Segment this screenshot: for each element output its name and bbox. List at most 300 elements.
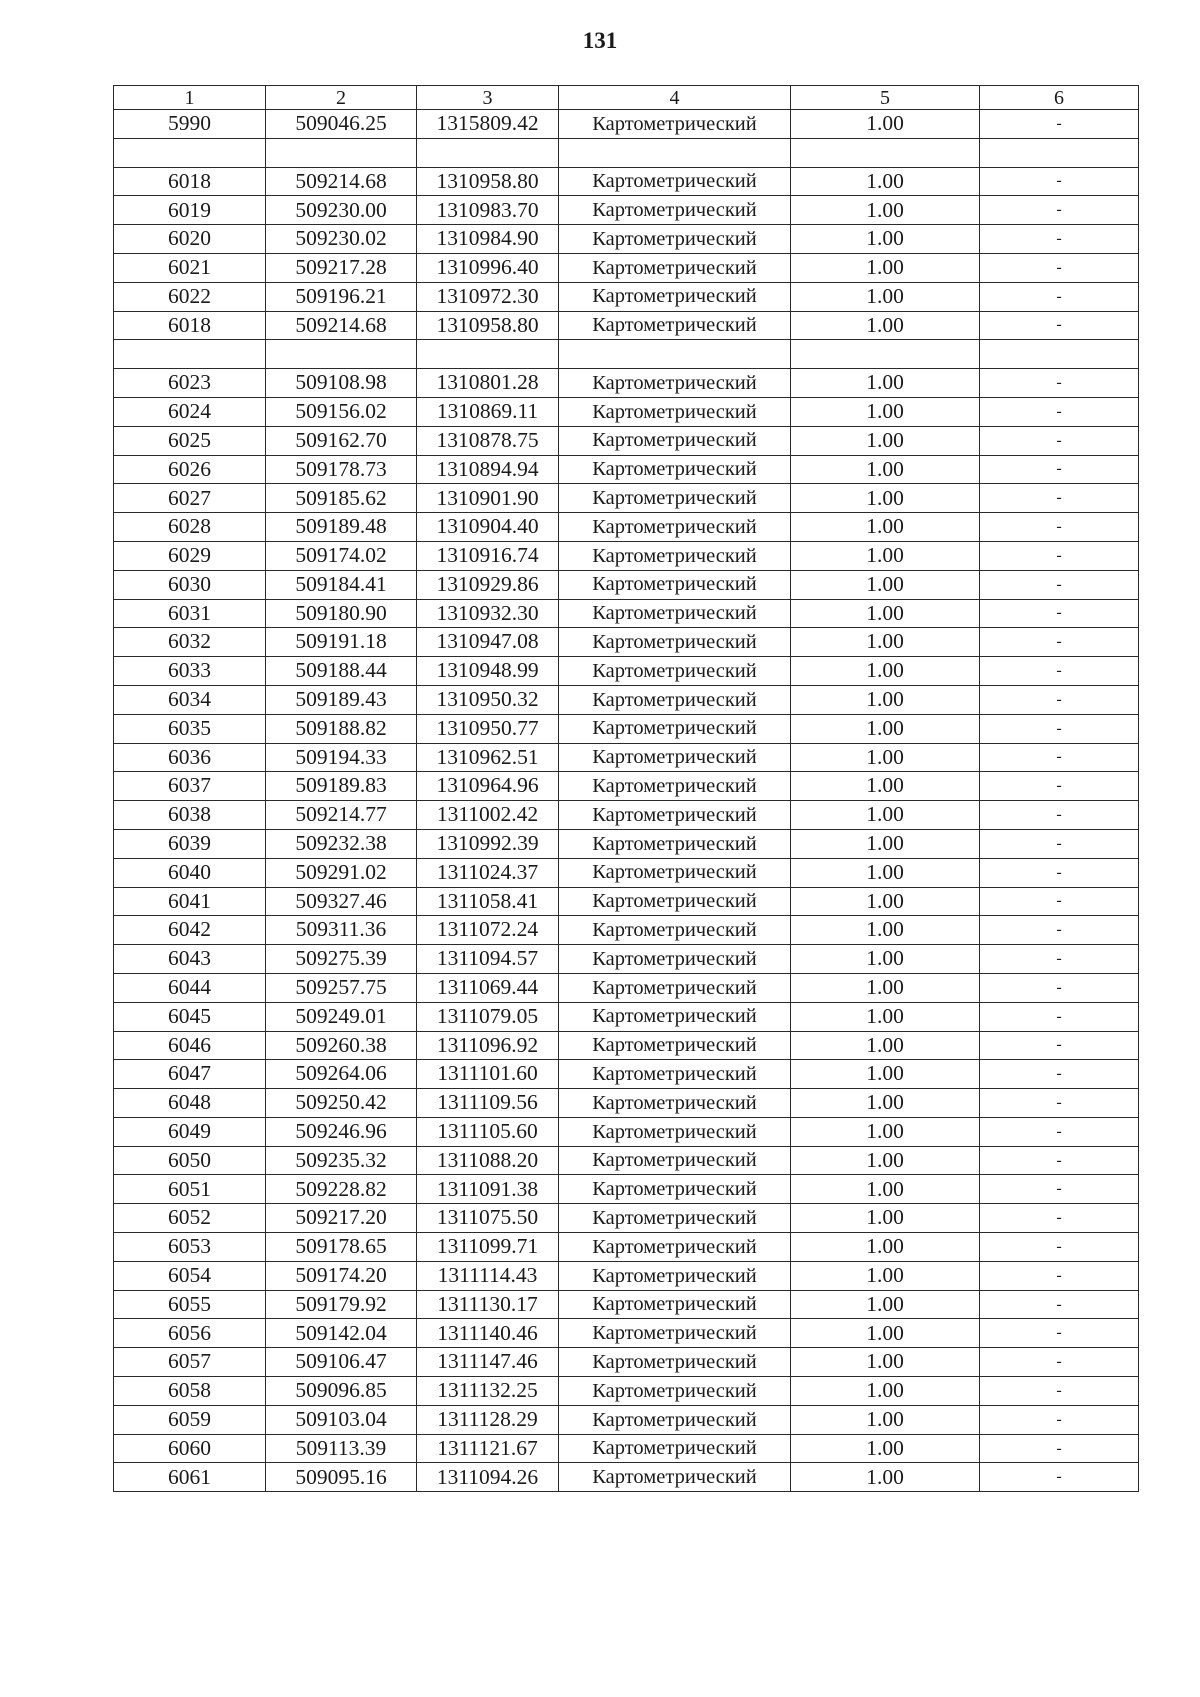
x-coordinate-cell: 509113.39 [266, 1434, 417, 1463]
note-cell: - [980, 685, 1139, 714]
point-number-cell: 6021 [114, 253, 266, 282]
method-cell: Картометрический [559, 628, 791, 657]
method-cell: Картометрический [559, 714, 791, 743]
point-number-cell: 6057 [114, 1348, 266, 1377]
y-coordinate-cell: 1310964.96 [417, 772, 559, 801]
point-number-cell: 6052 [114, 1204, 266, 1233]
point-number-cell: 6059 [114, 1405, 266, 1434]
point-number-cell: 6040 [114, 858, 266, 887]
note-cell: - [980, 801, 1139, 830]
note-cell: - [980, 714, 1139, 743]
accuracy-cell: 1.00 [791, 801, 980, 830]
y-coordinate-cell: 1310901.90 [417, 484, 559, 513]
y-coordinate-cell: 1311132.25 [417, 1377, 559, 1406]
method-cell: Картометрический [559, 196, 791, 225]
table-row [114, 829, 1139, 858]
point-number-cell [114, 138, 266, 167]
x-coordinate-cell: 509191.18 [266, 628, 417, 657]
x-coordinate-cell: 509108.98 [266, 369, 417, 398]
table-row [114, 311, 1139, 340]
point-number-cell: 6019 [114, 196, 266, 225]
accuracy-cell: 1.00 [791, 1175, 980, 1204]
note-cell: - [980, 858, 1139, 887]
accuracy-cell: 1.00 [791, 1463, 980, 1492]
accuracy-cell: 1.00 [791, 887, 980, 916]
y-coordinate-cell: 1310996.40 [417, 253, 559, 282]
y-coordinate-cell: 1311091.38 [417, 1175, 559, 1204]
accuracy-cell: 1.00 [791, 1204, 980, 1233]
method-cell: Картометрический [559, 685, 791, 714]
accuracy-cell: 1.00 [791, 1319, 980, 1348]
page-number: 131 [582, 28, 618, 53]
x-coordinate-cell: 509180.90 [266, 599, 417, 628]
x-coordinate-cell: 509179.92 [266, 1290, 417, 1319]
accuracy-cell: 1.00 [791, 1348, 980, 1377]
note-cell: - [980, 1175, 1139, 1204]
note-cell: - [980, 945, 1139, 974]
table-row [114, 1405, 1139, 1434]
note-cell: - [980, 196, 1139, 225]
note-cell: - [980, 657, 1139, 686]
y-coordinate-cell: 1311094.26 [417, 1463, 559, 1492]
method-cell: Картометрический [559, 1117, 791, 1146]
x-coordinate-cell: 509311.36 [266, 916, 417, 945]
note-cell: - [980, 772, 1139, 801]
accuracy-cell: 1.00 [791, 599, 980, 628]
y-coordinate-cell: 1310992.39 [417, 829, 559, 858]
note-cell: - [980, 311, 1139, 340]
method-cell: Картометрический [559, 1348, 791, 1377]
point-number-cell: 6048 [114, 1089, 266, 1118]
point-number-cell: 6036 [114, 743, 266, 772]
x-coordinate-cell: 509264.06 [266, 1060, 417, 1089]
accuracy-cell: 1.00 [791, 945, 980, 974]
note-cell: - [980, 1290, 1139, 1319]
note-cell: - [980, 1031, 1139, 1060]
y-coordinate-cell: 1311024.37 [417, 858, 559, 887]
accuracy-cell: 1.00 [791, 829, 980, 858]
x-coordinate-cell: 509189.83 [266, 772, 417, 801]
point-number-cell: 6050 [114, 1146, 266, 1175]
table-row [114, 916, 1139, 945]
method-cell: Картометрический [559, 657, 791, 686]
accuracy-cell: 1.00 [791, 1405, 980, 1434]
column-header: 3 [417, 86, 559, 110]
method-cell: Картометрический [559, 426, 791, 455]
x-coordinate-cell: 509046.25 [266, 110, 417, 139]
method-cell: Картометрический [559, 1405, 791, 1434]
y-coordinate-cell: 1310948.99 [417, 657, 559, 686]
x-coordinate-cell: 509217.28 [266, 253, 417, 282]
point-number-cell: 6035 [114, 714, 266, 743]
table-row [114, 1060, 1139, 1089]
method-cell: Картометрический [559, 1089, 791, 1118]
point-number-cell: 6026 [114, 455, 266, 484]
table-body [114, 110, 1139, 1492]
accuracy-cell: 1.00 [791, 1261, 980, 1290]
point-number-cell: 6031 [114, 599, 266, 628]
accuracy-cell: 1.00 [791, 858, 980, 887]
note-cell: - [980, 1204, 1139, 1233]
x-coordinate-cell: 509106.47 [266, 1348, 417, 1377]
table-header [114, 86, 1139, 110]
x-coordinate-cell: 509096.85 [266, 1377, 417, 1406]
table-row [114, 1463, 1139, 1492]
accuracy-cell: 1.00 [791, 225, 980, 254]
y-coordinate-cell: 1311002.42 [417, 801, 559, 830]
x-coordinate-cell [266, 138, 417, 167]
table-row [114, 1089, 1139, 1118]
method-cell: Картометрический [559, 311, 791, 340]
method-cell: Картометрический [559, 599, 791, 628]
method-cell: Картометрический [559, 1002, 791, 1031]
method-cell: Картометрический [559, 484, 791, 513]
note-cell: - [980, 628, 1139, 657]
column-header: 4 [559, 86, 791, 110]
point-number-cell: 6027 [114, 484, 266, 513]
note-cell: - [980, 1348, 1139, 1377]
point-number-cell: 6043 [114, 945, 266, 974]
point-number-cell: 6037 [114, 772, 266, 801]
point-number-cell: 6061 [114, 1463, 266, 1492]
x-coordinate-cell: 509230.02 [266, 225, 417, 254]
note-cell: - [980, 887, 1139, 916]
table-row [114, 369, 1139, 398]
accuracy-cell: 1.00 [791, 397, 980, 426]
y-coordinate-cell: 1311079.05 [417, 1002, 559, 1031]
point-number-cell: 6022 [114, 282, 266, 311]
point-number-cell: 6025 [114, 426, 266, 455]
accuracy-cell [791, 138, 980, 167]
y-coordinate-cell [417, 340, 559, 369]
method-cell: Картометрический [559, 1204, 791, 1233]
method-cell: Картометрический [559, 1233, 791, 1262]
point-number-cell: 6049 [114, 1117, 266, 1146]
x-coordinate-cell: 509095.16 [266, 1463, 417, 1492]
accuracy-cell: 1.00 [791, 110, 980, 139]
accuracy-cell: 1.00 [791, 570, 980, 599]
method-cell: Картометрический [559, 829, 791, 858]
note-cell: - [980, 1233, 1139, 1262]
note-cell: - [980, 110, 1139, 139]
method-cell: Картометрический [559, 167, 791, 196]
y-coordinate-cell: 1311109.56 [417, 1089, 559, 1118]
method-cell: Картометрический [559, 1319, 791, 1348]
y-coordinate-cell: 1310894.94 [417, 455, 559, 484]
accuracy-cell: 1.00 [791, 1434, 980, 1463]
accuracy-cell: 1.00 [791, 1377, 980, 1406]
method-cell: Картометрический [559, 1031, 791, 1060]
point-number-cell: 6024 [114, 397, 266, 426]
accuracy-cell: 1.00 [791, 167, 980, 196]
note-cell: - [980, 484, 1139, 513]
table-row [114, 110, 1139, 139]
x-coordinate-cell: 509178.65 [266, 1233, 417, 1262]
accuracy-cell: 1.00 [791, 1031, 980, 1060]
x-coordinate-cell: 509275.39 [266, 945, 417, 974]
accuracy-cell: 1.00 [791, 455, 980, 484]
note-cell: - [980, 1405, 1139, 1434]
y-coordinate-cell: 1310801.28 [417, 369, 559, 398]
point-number-cell: 6047 [114, 1060, 266, 1089]
table-row [114, 1031, 1139, 1060]
table-row [114, 1204, 1139, 1233]
accuracy-cell: 1.00 [791, 1290, 980, 1319]
accuracy-cell: 1.00 [791, 253, 980, 282]
point-number-cell: 6023 [114, 369, 266, 398]
x-coordinate-cell: 509228.82 [266, 1175, 417, 1204]
table-row [114, 225, 1139, 254]
header-row [114, 86, 1139, 110]
point-number-cell: 6053 [114, 1233, 266, 1262]
note-cell: - [980, 1434, 1139, 1463]
note-cell: - [980, 743, 1139, 772]
y-coordinate-cell: 1310947.08 [417, 628, 559, 657]
table-row [114, 513, 1139, 542]
y-coordinate-cell: 1310958.80 [417, 311, 559, 340]
x-coordinate-cell: 509291.02 [266, 858, 417, 887]
table-row [114, 1348, 1139, 1377]
table-row [114, 772, 1139, 801]
y-coordinate-cell: 1310950.77 [417, 714, 559, 743]
y-coordinate-cell: 1311121.67 [417, 1434, 559, 1463]
x-coordinate-cell: 509188.44 [266, 657, 417, 686]
table-row [114, 426, 1139, 455]
accuracy-cell: 1.00 [791, 743, 980, 772]
y-coordinate-cell: 1311130.17 [417, 1290, 559, 1319]
point-number-cell: 6054 [114, 1261, 266, 1290]
accuracy-cell: 1.00 [791, 1117, 980, 1146]
x-coordinate-cell: 509246.96 [266, 1117, 417, 1146]
x-coordinate-cell: 509162.70 [266, 426, 417, 455]
table-row [114, 685, 1139, 714]
table-row [114, 397, 1139, 426]
x-coordinate-cell: 509327.46 [266, 887, 417, 916]
method-cell: Картометрический [559, 743, 791, 772]
table-row [114, 714, 1139, 743]
x-coordinate-cell: 509189.43 [266, 685, 417, 714]
table-row [114, 1261, 1139, 1290]
table-row [114, 196, 1139, 225]
note-cell: - [980, 426, 1139, 455]
y-coordinate-cell [417, 138, 559, 167]
point-number-cell: 6028 [114, 513, 266, 542]
note-cell: - [980, 513, 1139, 542]
x-coordinate-cell: 509184.41 [266, 570, 417, 599]
method-cell: Картометрический [559, 1175, 791, 1204]
method-cell: Картометрический [559, 1290, 791, 1319]
x-coordinate-cell: 509230.00 [266, 196, 417, 225]
table-row [114, 253, 1139, 282]
accuracy-cell: 1.00 [791, 1089, 980, 1118]
method-cell: Картометрический [559, 513, 791, 542]
point-number-cell: 6038 [114, 801, 266, 830]
point-number-cell: 6020 [114, 225, 266, 254]
point-number-cell: 6018 [114, 167, 266, 196]
method-cell: Картометрический [559, 455, 791, 484]
table-row [114, 1377, 1139, 1406]
x-coordinate-cell: 509156.02 [266, 397, 417, 426]
point-number-cell: 6051 [114, 1175, 266, 1204]
note-cell: - [980, 1463, 1139, 1492]
table-row [114, 138, 1139, 167]
table-row [114, 167, 1139, 196]
y-coordinate-cell: 1310984.90 [417, 225, 559, 254]
method-cell: Картометрический [559, 570, 791, 599]
method-cell: Картометрический [559, 282, 791, 311]
table-row [114, 1319, 1139, 1348]
x-coordinate-cell: 509178.73 [266, 455, 417, 484]
y-coordinate-cell: 1311058.41 [417, 887, 559, 916]
y-coordinate-cell: 1310962.51 [417, 743, 559, 772]
accuracy-cell: 1.00 [791, 311, 980, 340]
table-row [114, 628, 1139, 657]
y-coordinate-cell: 1311069.44 [417, 973, 559, 1002]
method-cell: Картометрический [559, 253, 791, 282]
note-cell [980, 138, 1139, 167]
note-cell: - [980, 1002, 1139, 1031]
table-row [114, 1117, 1139, 1146]
y-coordinate-cell: 1311140.46 [417, 1319, 559, 1348]
accuracy-cell: 1.00 [791, 196, 980, 225]
accuracy-cell: 1.00 [791, 685, 980, 714]
y-coordinate-cell: 1311075.50 [417, 1204, 559, 1233]
method-cell: Картометрический [559, 916, 791, 945]
method-cell: Картометрический [559, 1146, 791, 1175]
x-coordinate-cell: 509196.21 [266, 282, 417, 311]
x-coordinate-cell: 509214.77 [266, 801, 417, 830]
x-coordinate-cell: 509217.20 [266, 1204, 417, 1233]
point-number-cell: 6060 [114, 1434, 266, 1463]
table-row [114, 455, 1139, 484]
x-coordinate-cell: 509235.32 [266, 1146, 417, 1175]
point-number-cell: 6055 [114, 1290, 266, 1319]
point-number-cell: 6033 [114, 657, 266, 686]
note-cell: - [980, 599, 1139, 628]
accuracy-cell: 1.00 [791, 282, 980, 311]
method-cell: Картометрический [559, 945, 791, 974]
note-cell: - [980, 225, 1139, 254]
accuracy-cell [791, 340, 980, 369]
x-coordinate-cell [266, 340, 417, 369]
accuracy-cell: 1.00 [791, 714, 980, 743]
y-coordinate-cell: 1315809.42 [417, 110, 559, 139]
note-cell: - [980, 829, 1139, 858]
table-row [114, 1175, 1139, 1204]
point-number-cell: 6056 [114, 1319, 266, 1348]
table-row [114, 945, 1139, 974]
note-cell: - [980, 455, 1139, 484]
column-header: 5 [791, 86, 980, 110]
y-coordinate-cell: 1310929.86 [417, 570, 559, 599]
y-coordinate-cell: 1310869.11 [417, 397, 559, 426]
note-cell: - [980, 369, 1139, 398]
table-row [114, 570, 1139, 599]
x-coordinate-cell: 509257.75 [266, 973, 417, 1002]
point-number-cell: 6032 [114, 628, 266, 657]
accuracy-cell: 1.00 [791, 1146, 980, 1175]
method-cell: Картометрический [559, 801, 791, 830]
note-cell: - [980, 973, 1139, 1002]
y-coordinate-cell: 1310972.30 [417, 282, 559, 311]
method-cell: Картометрический [559, 225, 791, 254]
x-coordinate-cell: 509250.42 [266, 1089, 417, 1118]
note-cell: - [980, 1319, 1139, 1348]
accuracy-cell: 1.00 [791, 628, 980, 657]
point-number-cell: 6029 [114, 541, 266, 570]
column-header: 2 [266, 86, 417, 110]
point-number-cell: 6034 [114, 685, 266, 714]
point-number-cell: 6044 [114, 973, 266, 1002]
point-number-cell: 5990 [114, 110, 266, 139]
y-coordinate-cell: 1311072.24 [417, 916, 559, 945]
x-coordinate-cell: 509185.62 [266, 484, 417, 513]
x-coordinate-cell: 509194.33 [266, 743, 417, 772]
method-cell: Картометрический [559, 110, 791, 139]
table-row [114, 282, 1139, 311]
y-coordinate-cell: 1310983.70 [417, 196, 559, 225]
method-cell: Картометрический [559, 772, 791, 801]
method-cell: Картометрический [559, 1377, 791, 1406]
accuracy-cell: 1.00 [791, 916, 980, 945]
method-cell: Картометрический [559, 397, 791, 426]
column-header: 6 [980, 86, 1139, 110]
table-row [114, 541, 1139, 570]
note-cell: - [980, 1261, 1139, 1290]
table-row [114, 858, 1139, 887]
accuracy-cell: 1.00 [791, 772, 980, 801]
note-cell: - [980, 1089, 1139, 1118]
y-coordinate-cell: 1310916.74 [417, 541, 559, 570]
table-row [114, 657, 1139, 686]
method-cell: Картометрический [559, 1261, 791, 1290]
x-coordinate-cell: 509232.38 [266, 829, 417, 858]
y-coordinate-cell: 1310932.30 [417, 599, 559, 628]
point-number-cell: 6018 [114, 311, 266, 340]
y-coordinate-cell: 1311096.92 [417, 1031, 559, 1060]
table-row [114, 484, 1139, 513]
method-cell [559, 138, 791, 167]
accuracy-cell: 1.00 [791, 1060, 980, 1089]
x-coordinate-cell: 509142.04 [266, 1319, 417, 1348]
y-coordinate-cell: 1310950.32 [417, 685, 559, 714]
table-row [114, 1146, 1139, 1175]
note-cell: - [980, 1060, 1139, 1089]
point-number-cell [114, 340, 266, 369]
y-coordinate-cell: 1310878.75 [417, 426, 559, 455]
accuracy-cell: 1.00 [791, 1002, 980, 1031]
note-cell: - [980, 167, 1139, 196]
column-header: 1 [114, 86, 266, 110]
point-number-cell: 6058 [114, 1377, 266, 1406]
accuracy-cell: 1.00 [791, 426, 980, 455]
y-coordinate-cell: 1311128.29 [417, 1405, 559, 1434]
method-cell: Картометрический [559, 369, 791, 398]
y-coordinate-cell: 1310904.40 [417, 513, 559, 542]
note-cell: - [980, 282, 1139, 311]
y-coordinate-cell: 1311105.60 [417, 1117, 559, 1146]
x-coordinate-cell: 509249.01 [266, 1002, 417, 1031]
method-cell: Картометрический [559, 1060, 791, 1089]
table-row [114, 743, 1139, 772]
accuracy-cell: 1.00 [791, 973, 980, 1002]
y-coordinate-cell: 1311114.43 [417, 1261, 559, 1290]
accuracy-cell: 1.00 [791, 513, 980, 542]
method-cell: Картометрический [559, 858, 791, 887]
point-number-cell: 6045 [114, 1002, 266, 1031]
table-row [114, 1233, 1139, 1262]
note-cell: - [980, 916, 1139, 945]
